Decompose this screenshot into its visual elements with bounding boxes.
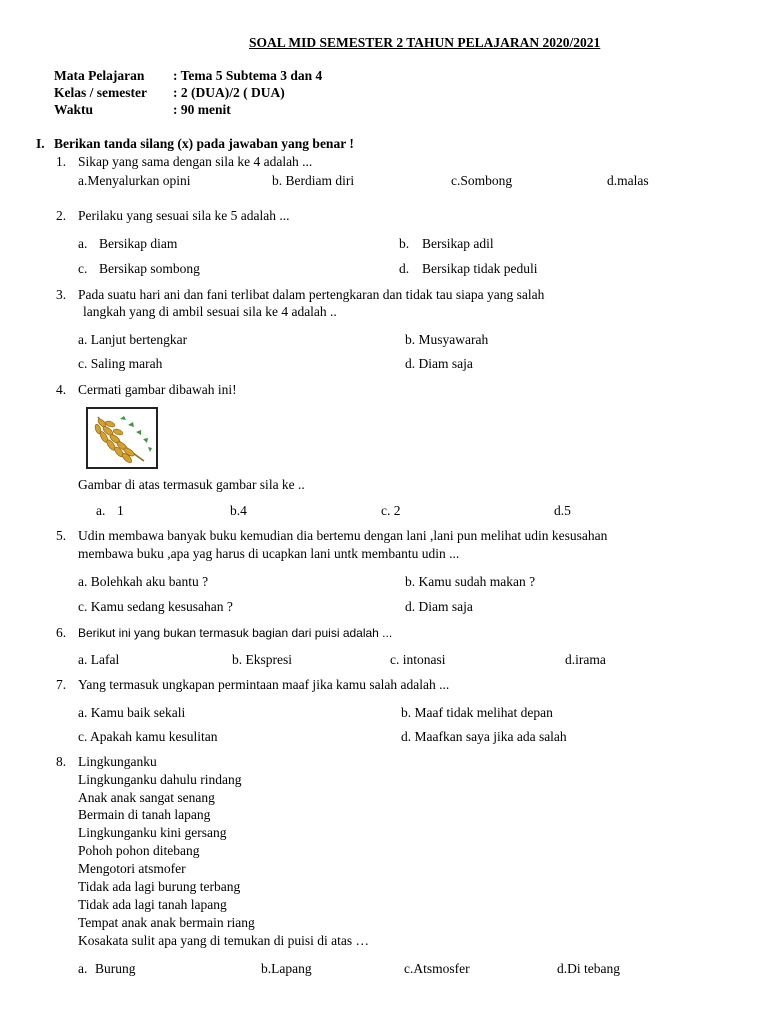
option-a: a. Kamu baik sekali — [78, 705, 186, 720]
option-c-letter: c. — [78, 261, 88, 276]
option-c: c. intonasi — [390, 652, 446, 667]
question-text-line-2: langkah yang di ambil sesuai sila ke 4 adalah .. — [83, 304, 337, 319]
option-b: b. Maaf tidak melihat depan — [401, 705, 553, 720]
rice-stalk-icon — [88, 409, 156, 467]
option-c: c. Saling marah — [78, 356, 163, 371]
poem-line: Lingkunganku dahulu rindang — [78, 772, 242, 787]
class-label: Kelas / semester — [54, 85, 147, 100]
option-b: b. Kamu sudah makan ? — [405, 574, 536, 589]
option-b: b. Musyawarah — [405, 332, 489, 347]
option-d: d. Maafkan saya jika ada salah — [401, 729, 567, 744]
poem-line: Tidak ada lagi tanah lapang — [78, 897, 227, 912]
time-value: : 90 menit — [173, 102, 231, 117]
option-d: d.malas — [607, 173, 649, 188]
poem-line: Mengotori atsmofer — [78, 861, 186, 876]
option-c: c.Atsmosfer — [404, 961, 470, 976]
option-c: Bersikap sombong — [99, 261, 200, 276]
option-b: b. Berdiam diri — [272, 173, 355, 188]
subject-label: Mata Pelajaran — [54, 68, 145, 83]
option-b: b.4 — [230, 503, 247, 518]
question-number: 1. — [56, 154, 67, 169]
option-c: c. Apakah kamu kesulitan — [78, 729, 218, 744]
poem-line: Bermain di tanah lapang — [78, 807, 211, 822]
option-d: d.5 — [554, 503, 571, 518]
option-c: c. 2 — [381, 503, 401, 518]
question-text-line-2: membawa buku ,apa yag harus di ucapkan lani untk membantu udin ... — [78, 546, 460, 561]
poem-line: Pohoh pohon ditebang — [78, 843, 200, 858]
option-a-letter: a. — [78, 961, 88, 976]
option-b: Bersikap adil — [422, 236, 494, 251]
option-a-letter: a. — [78, 236, 88, 251]
question-text: Yang termasuk ungkapan permintaan maaf jika kamu salah adalah ... — [78, 677, 450, 692]
time-label: Waktu — [54, 102, 94, 117]
document-title: SOAL MID SEMESTER 2 TAHUN PELAJARAN 2020/2021 — [249, 35, 601, 50]
option-a: Bersikap diam — [99, 236, 178, 251]
option-a: a. Lanjut bertengkar — [78, 332, 188, 347]
section-instruction: Berikan tanda silang (x) pada jawaban yang benar ! — [54, 136, 354, 151]
question-text: Cermati gambar dibawah ini! — [78, 382, 237, 397]
question-number: 6. — [56, 625, 67, 640]
poem-title: Lingkunganku — [78, 754, 157, 769]
option-d: d. Diam saja — [405, 356, 473, 371]
option-d: d.Di tebang — [557, 961, 620, 976]
option-d: d. Diam saja — [405, 599, 473, 614]
poem-line: Tidak ada lagi burung terbang — [78, 879, 241, 894]
question-text: Kosakata sulit apa yang di temukan di puisi di atas … — [78, 933, 369, 948]
option-a: a.Menyalurkan opini — [78, 173, 191, 188]
option-b-letter: b. — [399, 236, 410, 251]
question-text: Udin membawa banyak buku kemudian dia bertemu dengan lani ,lani pun melihat udin kesusahan — [78, 528, 608, 543]
option-a-letter: a. — [96, 503, 106, 518]
option-c: c.Sombong — [451, 173, 513, 188]
option-d: Bersikap tidak peduli — [422, 261, 538, 276]
question-number: 2. — [56, 208, 67, 223]
question-text: Sikap yang sama dengan sila ke 4 adalah ... — [78, 154, 313, 169]
option-d-letter: d. — [399, 261, 410, 276]
poem-line: Lingkunganku kini gersang — [78, 825, 227, 840]
option-c: c. Kamu sedang kesusahan ? — [78, 599, 233, 614]
question-number: 5. — [56, 528, 67, 543]
option-d: d.irama — [565, 652, 606, 667]
option-b: b.Lapang — [261, 961, 312, 976]
subject-value: : Tema 5 Subtema 3 dan 4 — [173, 68, 323, 83]
poem-line: Anak anak sangat senang — [78, 790, 215, 805]
poem-line: Tempat anak anak bermain riang — [78, 915, 255, 930]
class-value: : 2 (DUA)/2 ( DUA) — [173, 85, 285, 100]
rice-cotton-image — [86, 407, 158, 469]
option-a: a. Bolehkah aku bantu ? — [78, 574, 209, 589]
question-number: 4. — [56, 382, 67, 397]
question-number: 7. — [56, 677, 67, 692]
question-number: 8. — [56, 754, 67, 769]
question-text: Pada suatu hari ani dan fani terlibat dalam pertengkaran dan tidak tau siapa yang salah — [78, 287, 545, 302]
question-followup: Gambar di atas termasuk gambar sila ke .. — [78, 477, 305, 492]
question-text: Perilaku yang sesuai sila ke 5 adalah ... — [78, 208, 290, 223]
section-number: I. — [36, 136, 45, 151]
option-a: 1 — [117, 503, 124, 518]
question-text: Berikut ini yang bukan termasuk bagian dari puisi adalah ... — [78, 626, 393, 640]
option-a: Burung — [95, 961, 136, 976]
option-b: b. Ekspresi — [232, 652, 292, 667]
option-a: a. Lafal — [78, 652, 120, 667]
question-number: 3. — [56, 287, 67, 302]
